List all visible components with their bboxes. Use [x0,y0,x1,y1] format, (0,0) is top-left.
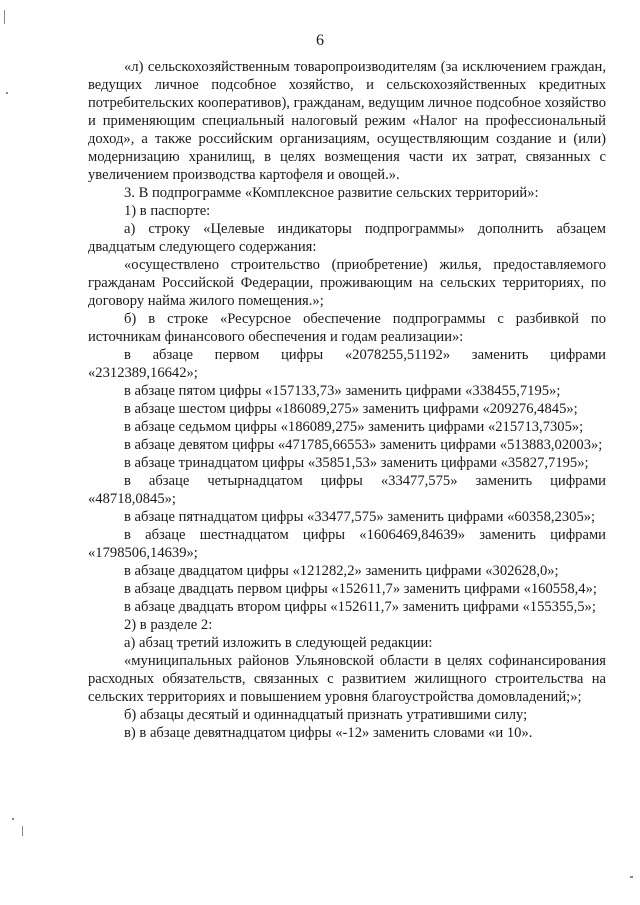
document-body [88,58,606,742]
scan-artifact [4,10,5,24]
paragraph: в абзаце пятнадцатом цифры «33477,575» заменить цифрами «60358,2305»; [124,509,596,525]
paragraph: в абзаце седьмом цифры «186089,275» заменить цифрами «215713,7305»; [124,419,584,435]
paragraph: в абзаце шестом цифры «186089,275» заменить цифрами «209276,4845»; [124,401,578,417]
paragraph: в абзаце двадцать втором цифры «152611,7» заменить цифрами «155355,5»; [124,599,596,615]
paragraph: 2) в разделе 2: [124,617,213,633]
paragraph: а) абзац третий изложить в следующей редакции: [124,635,433,651]
paragraph: а) строку «Целевые индикаторы подпрограммы» дополнить абзацем двадцатым следующего содержания: [88,221,606,255]
paragraph: б) абзацы десятый и одиннадцатый признать утратившими силу; [124,707,528,723]
scan-artifact [22,826,23,836]
paragraph: в абзаце тринадцатом цифры «35851,53» заменить цифрами «35827,7195»; [124,455,589,471]
scan-artifact [630,876,633,878]
scan-artifact [12,818,14,820]
paragraph: в абзаце двадцатом цифры «121282,2» заменить цифрами «302628,0»; [124,563,559,579]
paragraph: 1) в паспорте: [124,203,211,219]
paragraph: в абзаце шестнадцатом цифры «1606469,84639» заменить цифрами «1798506,14639»; [88,527,606,561]
paragraph: в абзаце первом цифры «2078255,51192» заменить цифрами «2312389,16642»; [88,347,606,381]
paragraph: в абзаце пятом цифры «157133,73» заменить цифрами «338455,7195»; [124,383,561,399]
paragraph: в) в абзаце девятнадцатом цифры «-12» заменить словами «и 10». [124,725,533,741]
scan-artifact [6,92,8,94]
paragraph: в абзаце четырнадцатом цифры «33477,575» заменить цифрами «48718,0845»; [88,473,606,507]
page-number: 6 [316,32,324,49]
paragraph: «осуществлено строительство (приобретение) жилья, предоставляемого гражданам Российской Федерации, проживающим на сельских территориях, по договору найма жилого помещения.»; [88,257,606,309]
paragraph: 3. В подпрограмме «Комплексное развитие сельских территорий»: [124,185,539,201]
paragraph: в абзаце двадцать первом цифры «152611,7» заменить цифрами «160558,4»; [124,581,597,597]
paragraph: «л) сельскохозяйственным товаропроизводителям (за исключением граждан, ведущих личное подсобное хозяйство, и сельскохозяйственных кредитных потребительских кооперативов), гражданам, ведущим личное подсобное хозяйство и применяющим специальный налоговый режим «Налог на профессиональный доход», а также российским организациям, осуществляющим создание и (или) модернизацию хранилищ, в целях возмещения части их затрат, связанных с увеличением производства картофеля и овощей.». [88,59,606,183]
paragraph: б) в строке «Ресурсное обеспечение подпрограммы с разбивкой по источникам финансового обеспечения и годам реализации»: [88,311,606,345]
paragraph: в абзаце девятом цифры «471785,66553» заменить цифрами «513883,02003»; [124,437,603,453]
paragraph: «муниципальных районов Ульяновской области в целях софинансирования расходных обязательств, связанных с развитием жилищного строительства на сельских территориях и повышением уровня благоустройства домовладений;»; [88,653,606,705]
